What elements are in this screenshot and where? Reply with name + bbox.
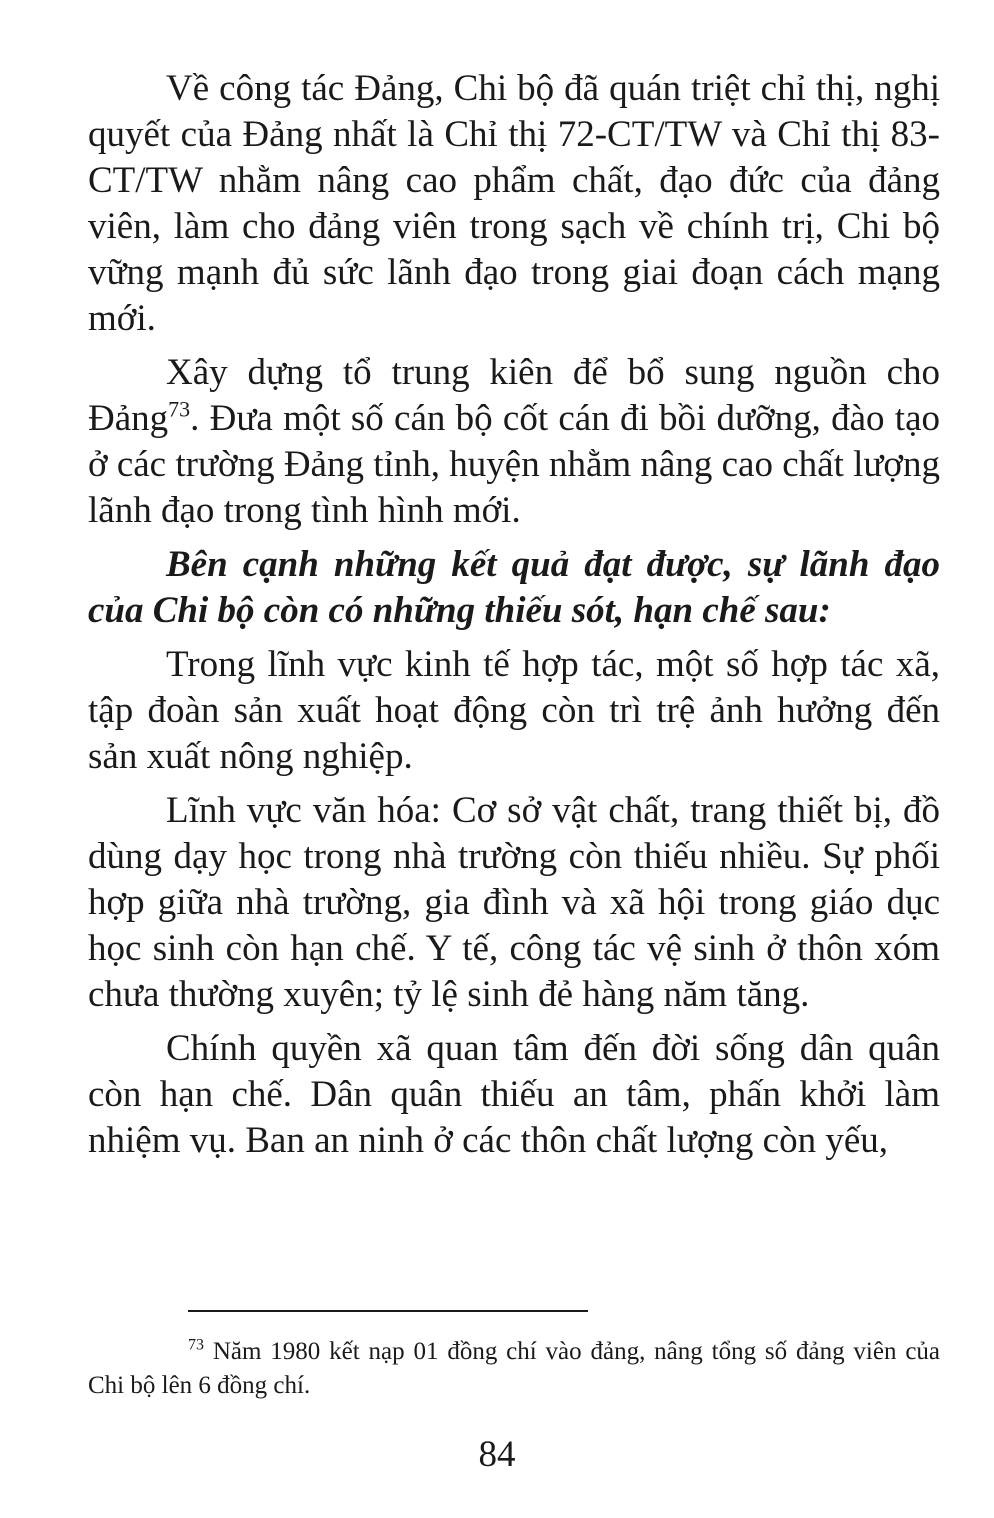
- footnote-divider: [188, 1310, 588, 1312]
- paragraph-core-group: [88, 350, 940, 534]
- footnote-number: 73: [188, 1336, 204, 1354]
- page-number: 84: [478, 1434, 516, 1475]
- footnote: [88, 1335, 940, 1403]
- paragraph-cooperative-economy: Trong lĩnh vực kinh tế hợp tác, một số hợp tác xã, tập đoàn sản xuất hoạt động còn trì trệ ảnh hưởng đến sản xuất nông nghiệp.: [88, 644, 940, 777]
- paragraph-text-before-ref: Xây dựng tổ trung kiên để bổ sung nguồn cho Đảng: [88, 352, 940, 439]
- footnote-reference[interactable]: 73: [168, 396, 191, 422]
- paragraph-party-work: Về công tác Đảng, Chi bộ đã quán triệt chỉ thị, nghị quyết của Đảng nhất là Chỉ thị 72-CT/TW và Chỉ thị 83-CT/TW nhằm nâng cao phẩm chất, đạo đức của đảng viên, làm cho đảng viên trong sạch về chính trị, Chi bộ vững mạnh đủ sức lãnh đạo trong giai đoạn cách mạng mới.: [88, 68, 940, 339]
- paragraph-text-after-ref: . Đưa một số cán bộ cốt cán đi bồi dưỡng, đào tạo ở các trường Đảng tỉnh, huyện nhằm nâng cao chất lượng lãnh đạo trong tình hình mới.: [88, 398, 940, 531]
- paragraph-shortcomings-heading: Bên cạnh những kết quả đạt được, sự lãnh đạo của Chi bộ còn có những thiếu sót, hạn chế sau:: [88, 544, 940, 631]
- footnote-text: Năm 1980 kết nạp 01 đồng chí vào đảng, nâng tổng số đảng viên của Chi bộ lên 6 đồng chí.: [88, 1338, 941, 1399]
- paragraph-militia: Chính quyền xã quan tâm đến đời sống dân quân còn hạn chế. Dân quân thiếu an tâm, phấn khởi làm nhiệm vụ. Ban an ninh ở các thôn chất lượng còn yếu,: [88, 1028, 940, 1161]
- paragraph-culture: Lĩnh vực văn hóa: Cơ sở vật chất, trang thiết bị, đồ dùng dạy học trong nhà trường còn thiếu nhiều. Sự phối hợp giữa nhà trường, gia đình và xã hội trong giáo dục học sinh còn hạn chế. Y tế, công tác vệ sinh ở thôn xóm chưa thường xuyên; tỷ lệ sinh đẻ hàng năm tăng.: [88, 790, 940, 1015]
- body-text: [88, 66, 940, 1172]
